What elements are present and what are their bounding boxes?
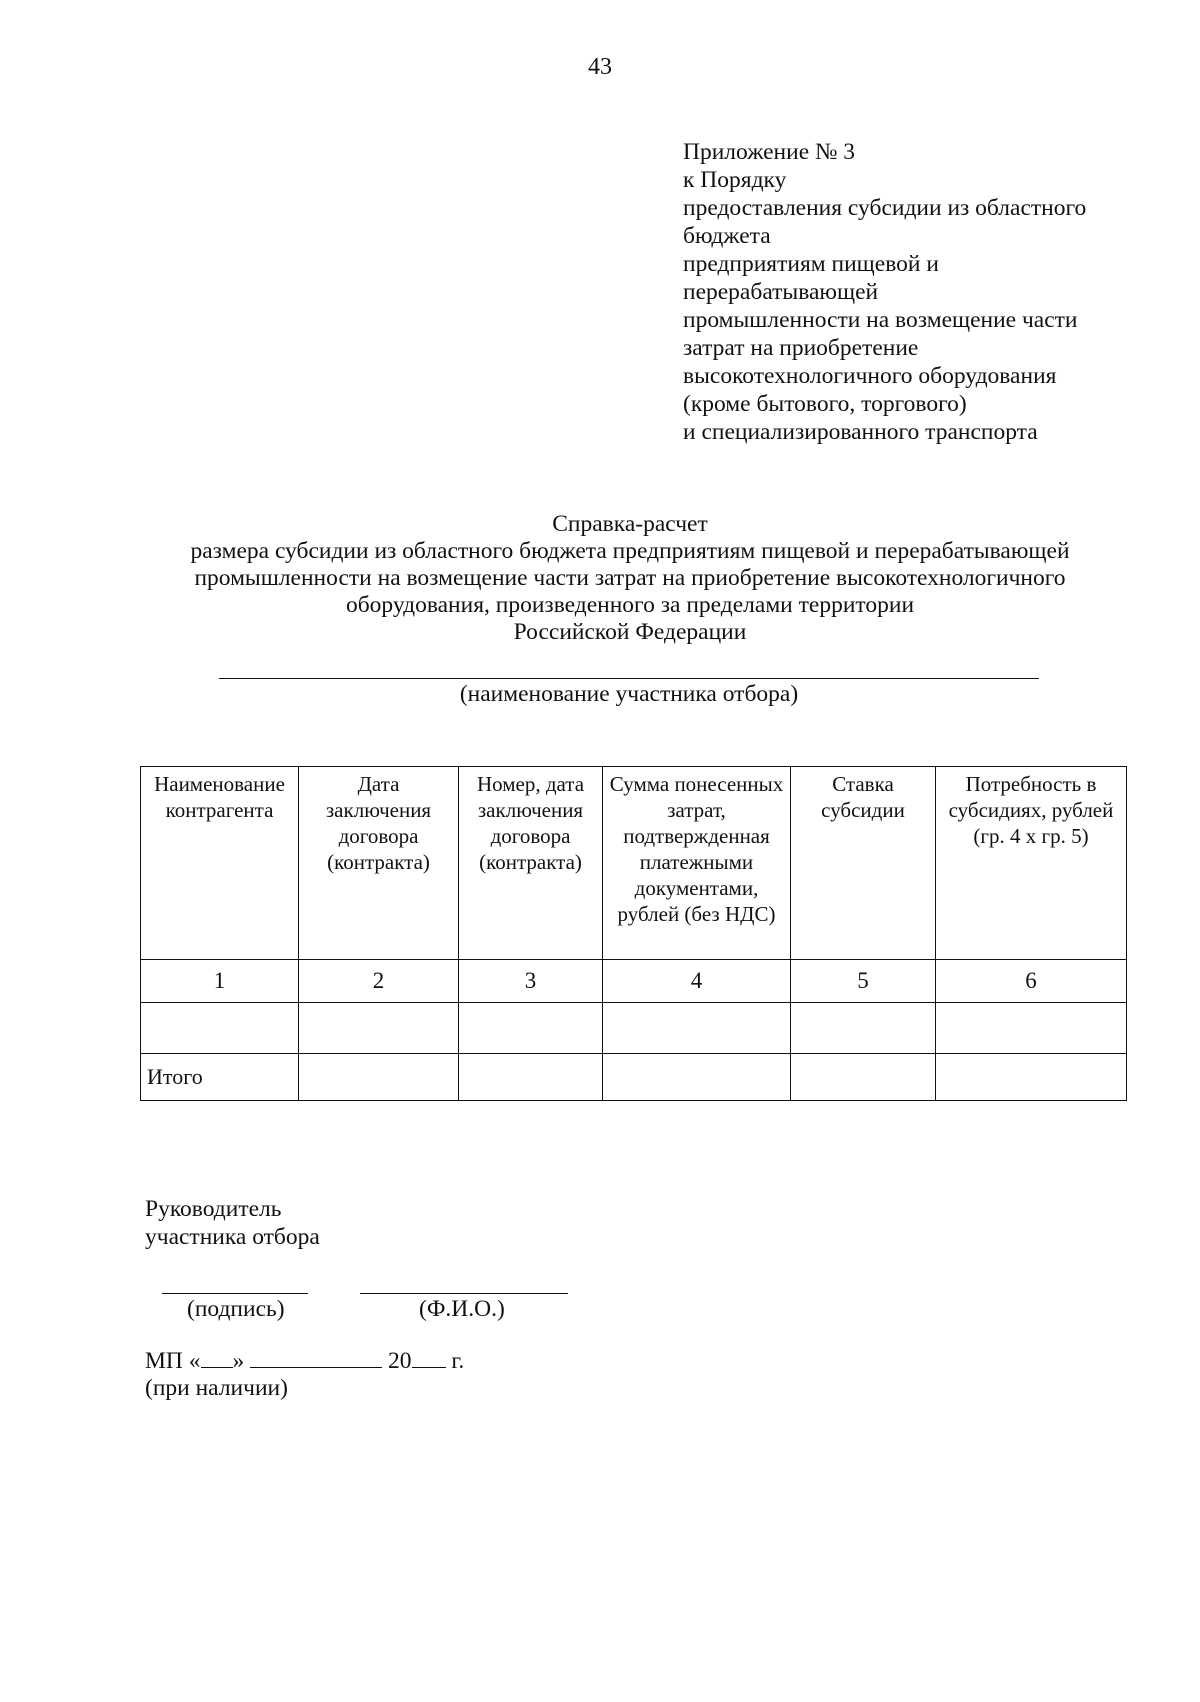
table-cell[interactable] bbox=[459, 1003, 603, 1054]
table-cell[interactable] bbox=[936, 1054, 1127, 1101]
column-header: Потребность в субсидиях, рублей (гр. 4 х гр. 5) bbox=[936, 767, 1127, 960]
table-row bbox=[141, 1003, 1127, 1054]
stamp-label: МП « bbox=[145, 1348, 201, 1374]
column-header: Сумма понесенных затрат, подтвержденная платежными документами, рублей (без НДС) bbox=[603, 767, 791, 960]
column-number: 3 bbox=[459, 960, 603, 1003]
column-number: 2 bbox=[299, 960, 459, 1003]
appendix-line: предприятиям пищевой и bbox=[683, 251, 939, 277]
appendix-line: высокотехнологичного оборудования bbox=[683, 363, 1057, 389]
title-line: оборудования, произведенного за пределами территории bbox=[345, 592, 915, 618]
calculation-table bbox=[140, 766, 1127, 1101]
signature-field[interactable] bbox=[162, 1293, 308, 1294]
table-cell[interactable] bbox=[603, 1003, 791, 1054]
appendix-line: перерабатывающей bbox=[683, 279, 879, 305]
full-name-caption: (Ф.И.О.) bbox=[419, 1296, 505, 1322]
title-heading: Справка-расчет bbox=[552, 511, 708, 537]
column-number-row bbox=[141, 960, 1127, 1003]
table-cell[interactable] bbox=[299, 1054, 459, 1101]
appendix-line: бюджета bbox=[683, 223, 771, 249]
day-field[interactable] bbox=[201, 1347, 233, 1368]
page-number: 43 bbox=[588, 54, 612, 80]
stamp-note: (при наличии) bbox=[145, 1375, 288, 1401]
appendix-line: (кроме бытового, торгового) bbox=[683, 391, 967, 417]
quote-close: » bbox=[232, 1348, 245, 1374]
table-cell[interactable] bbox=[603, 1054, 791, 1101]
appendix-line: промышленности на возмещение части bbox=[683, 307, 1078, 333]
table-cell[interactable] bbox=[936, 1003, 1127, 1054]
title-line: Российской Федерации bbox=[513, 619, 747, 645]
column-header: Наименование контрагента bbox=[141, 767, 299, 960]
table-cell[interactable] bbox=[791, 1054, 936, 1101]
appendix-header bbox=[683, 138, 1123, 446]
column-number: 4 bbox=[603, 960, 791, 1003]
total-label: Итого bbox=[141, 1054, 299, 1101]
title-line: размера субсидии из областного бюджета предприятиям пищевой и перерабатывающей bbox=[190, 538, 1070, 564]
column-header: Дата заключения договора (контракта) bbox=[299, 767, 459, 960]
participant-caption: (наименование участника отбора) bbox=[459, 681, 799, 707]
year-field[interactable] bbox=[412, 1347, 446, 1368]
column-number: 6 bbox=[936, 960, 1127, 1003]
table-cell[interactable] bbox=[141, 1003, 299, 1054]
position-line: участника отбора bbox=[145, 1224, 320, 1250]
appendix-line: и специализированного транспорта bbox=[683, 419, 1038, 445]
appendix-line: Приложение № 3 bbox=[683, 139, 856, 165]
participant-name-field[interactable] bbox=[219, 678, 1039, 679]
column-number: 1 bbox=[141, 960, 299, 1003]
month-field[interactable] bbox=[250, 1347, 382, 1368]
signatory-position bbox=[145, 1195, 320, 1251]
table-cell[interactable] bbox=[791, 1003, 936, 1054]
table-header-row bbox=[141, 767, 1127, 960]
table-cell[interactable] bbox=[299, 1003, 459, 1054]
column-number: 5 bbox=[791, 960, 936, 1003]
year-prefix: 20 bbox=[388, 1348, 412, 1374]
column-header: Ставка субсидии bbox=[791, 767, 936, 960]
full-name-field[interactable] bbox=[360, 1293, 568, 1294]
appendix-line: затрат на приобретение bbox=[683, 335, 919, 361]
year-suffix: г. bbox=[451, 1348, 465, 1374]
appendix-line: к Порядку bbox=[683, 167, 787, 193]
total-row bbox=[141, 1054, 1127, 1101]
signature-caption: (подпись) bbox=[187, 1296, 285, 1322]
document-title bbox=[100, 511, 1160, 646]
column-header: Номер, дата заключения договора (контракта) bbox=[459, 767, 603, 960]
appendix-line: предоставления субсидии из областного bbox=[683, 195, 1087, 221]
stamp-date-line bbox=[145, 1347, 464, 1375]
title-line: промышленности на возмещение части затрат на приобретение высокотехнологичного bbox=[194, 565, 1066, 591]
table-cell[interactable] bbox=[459, 1054, 603, 1101]
position-line: Руководитель bbox=[145, 1196, 282, 1222]
